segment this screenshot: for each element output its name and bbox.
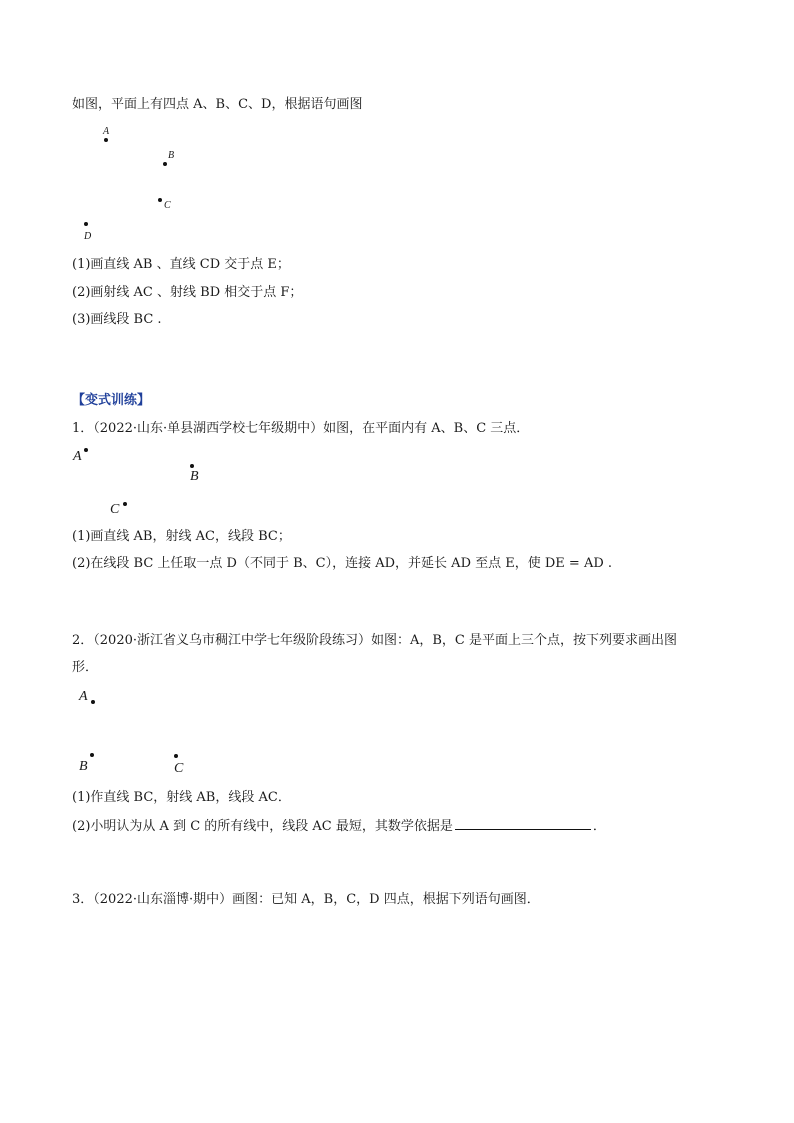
point-label-d: D (84, 231, 92, 242)
intro-item-2: (2)画射线 AC 、射线 BD 相交于点 F； (72, 285, 303, 300)
q2-item-2 (72, 817, 606, 836)
q1-point-a-dot (84, 448, 88, 452)
q2-stem-line-1: 2．（2020·浙江省义乌市稠江中学七年级阶段练习）如图：A，B，C 是平面上三个点，按下列要求画出图 (72, 633, 678, 648)
q3-stem: 3．（2022·山东淄博·期中）画图：已知 A，B，C，D 四点，根据下列语句画图． (72, 892, 540, 907)
q2-label-c: C (174, 761, 184, 776)
q1-label-b: B (190, 469, 199, 484)
q1-point-b-dot (190, 464, 194, 468)
answer-blank[interactable] (455, 817, 591, 830)
q2-item-2-end: ． (592, 819, 606, 834)
q2-item-2-text: (2)小明认为从 A 到 C 的所有线中，线段 AC 最短，其数学依据是 (72, 819, 453, 834)
q2-point-a-dot (91, 700, 95, 704)
q2-item-1: (1)作直线 BC，射线 AB，线段 AC． (72, 790, 291, 805)
q1-stem: 1．（2022·山东·单县湖西学校七年级期中）如图，在平面内有 A、B、C 三点． (72, 421, 530, 436)
q1-label-a: A (73, 449, 82, 464)
intro-statement: 如图，平面上有四点 A、B、C、D，根据语句画图 (72, 97, 363, 112)
q2-label-b: B (79, 759, 88, 774)
point-label-c: C (164, 200, 171, 211)
point-label-b: B (168, 150, 175, 161)
point-b-dot (163, 162, 167, 166)
q1-point-c-dot (123, 502, 127, 506)
q2-point-b-dot (90, 753, 94, 757)
point-label-a: A (103, 126, 110, 137)
section-title: 【变式训练】 (72, 393, 151, 408)
intro-item-3: (3)画线段 BC . (72, 312, 162, 327)
point-c-dot (158, 198, 162, 202)
q1-label-c: C (110, 502, 120, 517)
q1-item-2: (2)在线段 BC 上任取一点 D（不同于 B、C），连接 AD，并延长 AD 至点 E，使 DE = AD . (72, 556, 613, 571)
q2-point-c-dot (174, 754, 178, 758)
point-d-dot (84, 222, 88, 226)
q1-item-1: (1)画直线 AB，射线 AC，线段 BC； (72, 529, 291, 544)
point-a-dot (104, 138, 108, 142)
q2-stem-line-2: 形． (72, 660, 99, 675)
q2-label-a: A (79, 689, 88, 704)
intro-item-1: (1)画直线 AB 、直线 CD 交于点 E； (72, 257, 290, 272)
